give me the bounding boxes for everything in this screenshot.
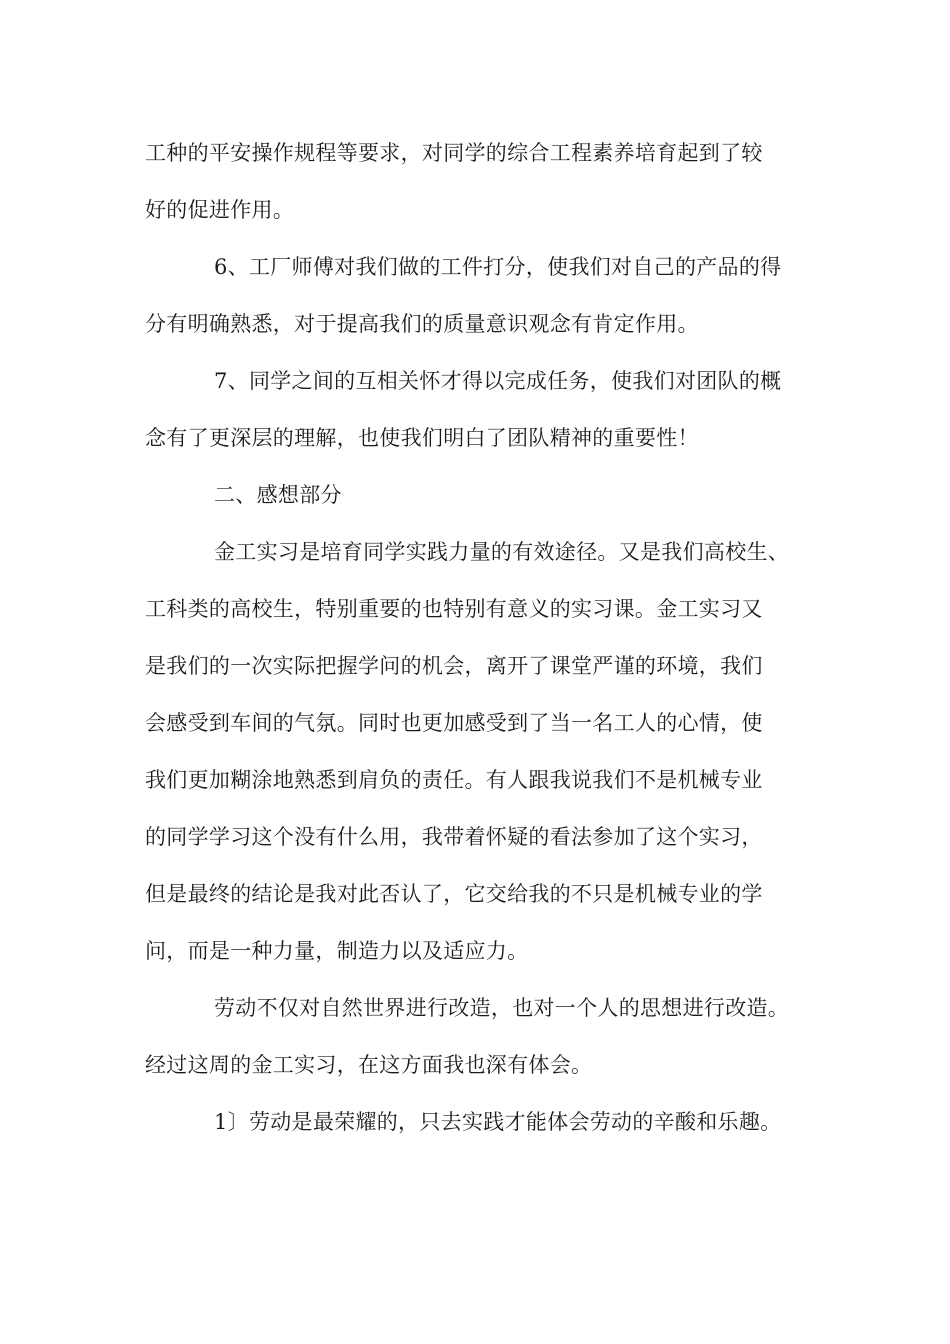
text-line: 工种的平安操作规程等要求，对同学的综合工程素养培育起到了较: [145, 141, 763, 165]
text-line: 我们更加糊涂地熟悉到肩负的责任。有人跟我说我们不是机械专业: [145, 768, 763, 792]
text-line: 问，而是一种力量，制造力以及适应力。: [145, 939, 529, 963]
text-line: 是我们的一次实际把握学问的机会，离开了课堂严谨的环境，我们: [145, 654, 763, 678]
text-line: 金工实习是培育同学实践力量的有效途径。又是我们高校生、: [214, 540, 790, 564]
text-line: 分有明确熟悉，对于提高我们的质量意识观念有肯定作用。: [145, 312, 699, 336]
text-line: 的同学学习这个没有什么用，我带着怀疑的看法参加了这个实习，: [145, 825, 763, 849]
section-heading: 二、感想部分: [214, 483, 342, 507]
text-line: 好的促进作用。: [145, 198, 295, 222]
text-line: 劳动不仅对自然世界进行改造，也对一个人的思想进行改造。: [214, 996, 790, 1020]
text-line: 1〕劳动是最荣耀的，只去实践才能体会劳动的辛酸和乐趣。: [214, 1110, 782, 1134]
text-line: 工科类的高校生，特别重要的也特别有意义的实习课。金工实习又: [145, 597, 763, 621]
text-line: 会感受到车间的气氛。同时也更加感受到了当一名工人的心情，使: [145, 711, 763, 735]
text-line: 但是最终的结论是我对此否认了，它交给我的不只是机械专业的学: [145, 882, 763, 906]
text-line: 念有了更深层的理解，也使我们明白了团队精神的重要性！: [145, 426, 699, 450]
text-line: 6、工厂师傅对我们做的工件打分，使我们对自己的产品的得: [214, 255, 782, 279]
text-line: 7、同学之间的互相关怀才得以完成任务，使我们对团队的概: [214, 369, 782, 393]
text-line: 经过这周的金工实习，在这方面我也深有体会。: [145, 1053, 593, 1077]
